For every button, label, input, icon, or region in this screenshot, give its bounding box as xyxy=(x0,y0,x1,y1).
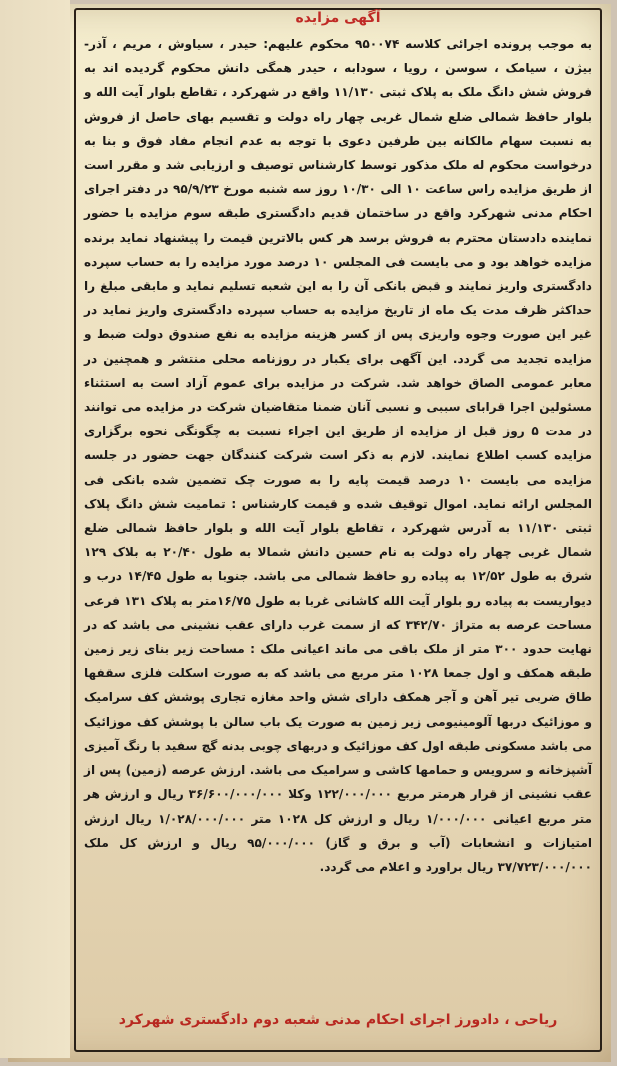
notice-title: آگهی مزایده xyxy=(295,10,381,26)
notice-body: به موجب پرونده اجرائی کلاسه ۹۵۰۰۷۴ محکوم علیهم: حیدر ، سیاوش ، مریم ، آذر- بیژن ، سیامک ، سوسن ، رویا ، سودابه ، حیدر همگی دانش محکوم گردیده اند به فروش شش دانگ ملک به پلاک ثبتی ۱۱/۱۳۰ واقع در شهرکرد ، تقاطع بلوار آیت الله و بلوار حافظ شمالی ضلع شمال غربی چهار راه دولت و تقسیم بهای حاصل از فروش به نسبت سهام مالکانه بین طرفین دعوی با توجه به عدم انجام مفاد فوق و بنا به درخواست محکوم له ملک مذکور توسط کارشناس توصیف و ارزیابی شد و مقرر است از طریق مزایده راس ساعت ۱۰ الی ۱۰/۳۰ روز سه شنبه مورخ ۹۵/۹/۲۳ در دفتر اجرای احکام مدنی شهرکرد واقع در ساختمان قدیم دادگستری طبقه سوم مزایده با حضور نماینده دادستان محترم به فروش برسد هر کس بالاترین قیمت را پیشنهاد نماید برنده مزایده خواهد بود و می بایست فی المجلس ۱۰ درصد مورد مزایده را به حساب سپرده دادگستری واریز نمایند و قبض بانکی آن را به این شعبه تسلیم نماید و مابقی مبلغ را حداکثر ظرف مدت یک ماه از تاریخ مزایده به حساب سپرده دادگستری واریز نماید در غیر این صورت وجوه واریزی پس از کسر هزینه مزایده به نفع صندوق دولت ضبط و مزایده تجدید می گردد. این آگهی برای یکبار در روزنامه محلی منتشر و همچنین در معابر عمومی الصاق خواهد شد. شرکت در مزایده برای عموم آزاد است به استثناء مسئولین اجرا قرابای سببی و نسبی آنان ضمنا متقاضیان شرکت در مزایده می توانند در مدت ۵ روز قبل از مزایده از طریق این اجراء نسبت به چگونگی نحوه برگزاری مزایده کسب اطلاع نمایند. لازم به ذکر است شرکت کنندگان جهت حضور در جلسه مزایده می بایست ۱۰ درصد قیمت پایه را به صورت چک تضمین شده بانکی فی المجلس ارائه نماید. اموال توقیف شده و قیمت کارشناس : تمامیت شش دانگ پلاک ثبتی ۱۱/۱۳۰ به آدرس شهرکرد ، تقاطع بلوار آیت الله و بلوار حافظ شمالی ضلع شمال غربی چهار راه دولت به نام حسین دانش شمالا به طول ۲۰/۴۰ به بلاک ۱۲۹ شرق به طول ۱۲/۵۲ به پیاده رو حافظ شمالی می باشد. جنوبا به طول ۱۴/۴۵ درب و دیواریست به پیاده رو بلوار آیت الله کاشانی غربا به طول ۱۶/۷۵متر به پلاک ۱۳۱ فرعی مساحت عرصه به متراژ ۳۴۲/۷۰ که از سمت غرب دارای عقب نشینی می باشد که در نهایت حدود ۳۰۰ متر از ملک باقی می ماند اعیانی ملک : مساحت زیر بنای زیر زمین طبقه همکف و اول جمعا ۱۰۲۸ متر مربع می باشد که به صورت اسکلت فلزی سقفها طاق ضربی تیر آهن و آجر همکف دارای شش واحد مغازه تجاری پوشش کف سرامیک و موزائیک دربها آلومینیومی زیر زمین به صورت یک باب سالن با پوشش کف موزائیک می باشد مسکونی طبقه اول کف موزائیک و دربهای چوبی بدنه گچ سفید با رنگ آمیزی آشپزخانه و سرویس و حمامها کاشی و سرامیک می باشد. ارزش عرصه (زمین) پس از عقب نشینی از قرار هرمتر مربع ۱۲۲/۰۰۰/۰۰۰ وکلا ۳۶/۶۰۰/۰۰۰/۰۰۰ ریال و ارزش هر متر مربع اعیانی ۱/۰۰۰/۰۰۰ ریال و ارزش کل ۱۰۲۸ متر ۱/۰۲۸/۰۰۰/۰۰۰ ریال ارزش امتیازات و انشعابات (آب و برق و گاز) ۹۵/۰۰۰/۰۰۰ ریال و ارزش کل ملک ۳۷/۷۲۳/۰۰۰/۰۰۰ ریال براورد و اعلام می گردد. xyxy=(84,37,593,874)
notice-signature: ریاحی ، دادورز اجرای احکام مدنی شعبه دوم دادگستری شهرکرد xyxy=(118,1012,558,1028)
left-margin-strip xyxy=(0,0,70,1058)
